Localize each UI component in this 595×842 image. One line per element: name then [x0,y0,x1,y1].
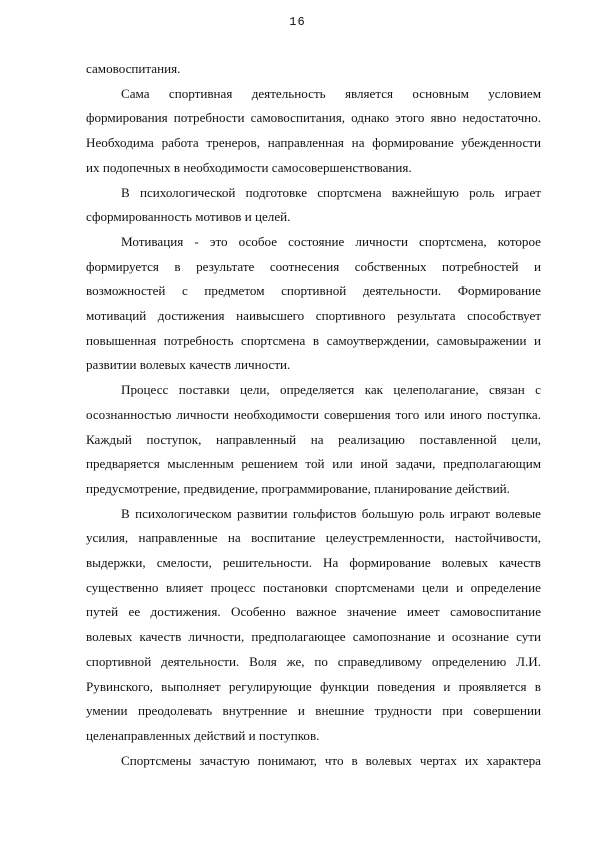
text-line: целенаправленных действий и поступков. [86,727,320,743]
text-line: спортивной деятельности. Воля же, по справедливому определению Л.И. [86,653,541,669]
text-line: возможностей с предметом спортивной деятельности. Формирование [86,283,541,299]
paragraph [86,230,541,378]
text-line: В психологическом развитии гольфистов большую роль играют волевые [121,505,541,521]
text-line: формирования потребности самовоспитания, однако этого явно недостаточно. [86,110,541,126]
text-line: волевых качеств личности, предполагающее самопознание и осознание сути [86,629,541,645]
text-line: Каждый поступок, направленный на реализацию поставленной цели, [86,431,541,447]
paragraph [86,378,541,502]
text-line: Необходима работа тренеров, направленная на формирование убежденности [86,135,541,151]
text-line: предваряется мысленным решением той или иной задачи, предполагающим [86,456,541,472]
text-line: выдержки, смелости, решительности. На формирование волевых качеств [86,555,541,571]
page-number: 16 [289,15,306,29]
text-line: путей ее достижения. Особенно важное значение имеет самовоспитание [86,604,541,620]
text-line: Мотивация - это особое состояние личности спортсмена, которое [121,233,541,249]
text-line: самовоспитания. [86,61,181,76]
paragraph [86,502,541,749]
body-text [86,57,541,773]
paragraph [86,82,541,181]
paragraph [86,57,541,82]
text-line: Спортсмены зачастую понимают, что в волевых чертах их характера [121,752,541,768]
text-line: Рувинского, выполняет регулирующие функции поведения и проявляется в [86,678,541,694]
text-line: Процесс поставки цели, определяется как целеполагание, связан с [121,382,541,398]
text-line: развитии волевых качеств личности. [86,357,291,373]
paragraph [86,749,541,774]
text-line: усилия, направленные на воспитание целеустремленности, настойчивости, [86,530,541,546]
text-line: сформированность мотивов и целей. [86,209,291,225]
text-line: существенно влияет процесс постановки спортсменами цели и определение [86,579,541,595]
text-line: умении преодолевать внутренние и внешние трудности при совершении [86,703,541,719]
text-line: В психологической подготовке спортсмена важнейшую роль играет [121,184,541,200]
text-line: мотиваций достижения наивысшего спортивного результата способствует [86,308,541,324]
paragraph [86,181,541,230]
text-line: Сама спортивная деятельность является основным условием [121,85,541,101]
text-line: формируется в результате соотнесения собственных потребностей и [86,258,541,274]
text-line: осознанностью личности необходимости совершения того или иного поступка. [86,406,541,422]
text-line: повышенная потребность спортсмена в самоутверждении, самовыражении и [86,332,541,348]
text-line: предусмотрение, предвидение, программирование, планирование действий. [86,480,510,496]
text-line: их подопечных в необходимости самосовершенствования. [86,159,412,175]
